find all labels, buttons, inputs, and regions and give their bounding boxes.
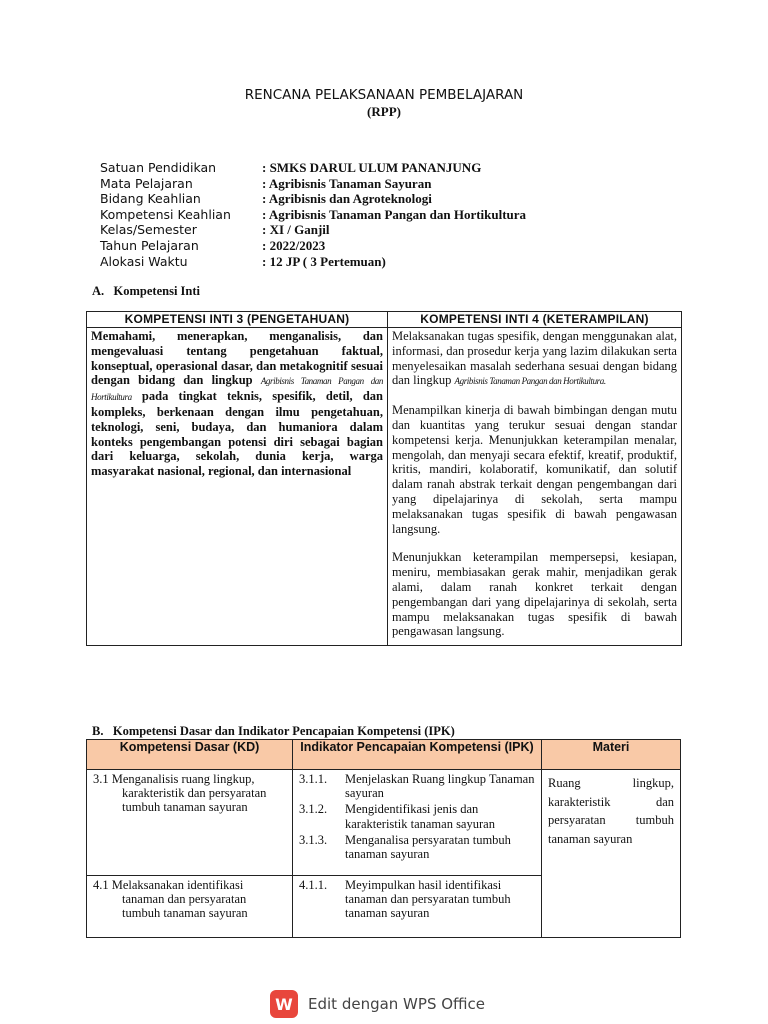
identity-label: Kompetensi Keahlian — [100, 206, 231, 222]
ki4-paragraph: Menampilkan kinerja di bawah bimbingan dengan mutu dan kuantitas yang terukur sesuai dengan standar kompetensi kerja. Menunjukkan keterampilan menalar, mengolah, dan menyaji secara efektif, kreatif, produktif, kritis, mandiri, kolaboratif, komunikatif, dan solutif dalam ranah abstrak terkait dengan pengembangan dari yang dipelajarinya di sekolah, serta mampu melaksanakan tugas spesifik di bawah pengawasan langsung. — [392, 403, 677, 536]
kd-number: 4.1 — [93, 878, 109, 892]
identity-row — [100, 160, 768, 176]
column-header: Kompetensi Dasar (KD) — [87, 740, 293, 770]
identity-value: : Agribisnis dan Agroteknologi — [262, 191, 432, 207]
identity-row — [100, 222, 768, 238]
ipk-number: 3.1.1. — [299, 772, 328, 786]
column-header: KOMPETENSI INTI 4 (KETERAMPILAN) — [388, 312, 682, 328]
identity-row — [100, 238, 768, 254]
identity-value: : 12 JP ( 3 Pertemuan) — [262, 253, 386, 269]
ki3-cell — [87, 328, 388, 646]
table-row — [87, 770, 681, 876]
section-letter: A. — [92, 284, 105, 298]
kd-text: Melaksanakan identifikasi — [111, 878, 244, 892]
ki4-paragraph: Menunjukkan keterampilan mempersepsi, kesiapan, meniru, membiasakan gerak mahir, menjadikan gerak alami, dalam ranah konkret terkait dengan pengembangan dari yang dipelajarinya di sekolah, serta mampu melaksanakan tugas spesifik di bawah pengawasan langsung. — [392, 550, 677, 639]
identity-label: Bidang Keahlian — [100, 191, 201, 207]
kompetensi-inti-table — [86, 311, 682, 646]
ipk-cell — [293, 770, 542, 876]
ipk-cell — [293, 876, 542, 938]
ki4-paragraph — [392, 329, 677, 389]
identity-label: Tahun Pelajaran — [100, 237, 199, 253]
kd-text-continued: tanaman dan persyaratan tumbuh tanaman sayuran — [122, 892, 248, 921]
page-subtitle: (RPP) — [367, 104, 401, 119]
ipk-text: Menganalisa persyaratan tumbuh tanaman sayuran — [345, 832, 511, 862]
materi-cell: Ruang lingkup, karakteristik dan persyaratan tumbuh tanaman sayuran — [542, 770, 681, 938]
ipk-item — [299, 833, 535, 861]
ki4-cell — [388, 328, 682, 646]
column-header: Indikator Pencapaian Kompetensi (IPK) — [293, 740, 542, 770]
wps-office-icon: W — [270, 990, 298, 1018]
table-row — [87, 328, 682, 646]
title-block — [0, 86, 768, 119]
section-a-heading — [92, 284, 200, 299]
kd-text-continued: karakteristik dan persyaratan tumbuh tanaman sayuran — [122, 786, 267, 815]
ki3-text-continued: pada tingkat teknis, spesifik, detil, dan kompleks, berkenaan dengan ilmu pengetahuan, teknologi, seni, budaya, dan humaniora dalam konteks pengembangan potensi diri sebagai bagian dari keluarga, sekolah, dunia kerja, warga masyarakat nasional, regional, dan internasional — [91, 389, 383, 479]
identity-value: : Agribisnis Tanaman Pangan dan Hortikultura — [262, 206, 527, 222]
section-letter: B. — [92, 724, 104, 738]
ipk-item — [299, 878, 535, 921]
ipk-text: Mengidentifikasi jenis dan karakteristik tanaman sayuran — [345, 802, 495, 831]
kompetensi-dasar-table — [86, 739, 681, 938]
table-header-row — [87, 312, 682, 328]
identity-label: Kelas/Semester — [100, 222, 197, 238]
identity-label: Mata Pelajaran — [100, 175, 193, 191]
kd-cell — [87, 770, 293, 876]
edit-with-wps-button[interactable] — [270, 987, 485, 1021]
ipk-text: Menjelaskan Ruang lingkup Tanaman sayuran — [345, 772, 535, 801]
identity-row — [100, 191, 768, 207]
kd-cell — [87, 876, 293, 938]
ipk-item — [299, 802, 535, 830]
kd-first-line — [93, 772, 286, 786]
column-header: Materi — [542, 740, 681, 770]
identity-value: : SMKS DARUL ULUM PANANJUNG — [262, 160, 482, 175]
kd-number: 3.1 — [93, 772, 109, 786]
section-b-heading — [92, 724, 455, 739]
identity-value: : 2022/2023 — [262, 237, 326, 253]
ipk-item — [299, 772, 535, 800]
ki4-italic-text: Agribisnis Tanaman Pangan dan Hortikultura. — [454, 376, 606, 387]
kd-text: Menganalisis ruang lingkup, — [111, 772, 255, 786]
identity-label: Alokasi Waktu — [100, 253, 188, 269]
ki3-italic-text: Agribisnis Tanaman Pangan dan Hortikultura — [91, 376, 383, 403]
ipk-number: 3.1.2. — [299, 802, 328, 817]
ipk-number: 4.1.1. — [299, 878, 328, 892]
table-header-row — [87, 740, 681, 770]
edit-with-wps-label: Edit dengan WPS Office — [308, 995, 486, 1013]
section-title: Kompetensi Dasar dan Indikator Pencapaian Kompetensi (IPK) — [112, 724, 455, 738]
identity-row — [100, 176, 768, 192]
identity-row — [100, 254, 768, 270]
identity-value: : Agribisnis Tanaman Sayuran — [262, 175, 432, 191]
identity-label: Satuan Pendidikan — [100, 160, 217, 175]
ipk-number: 3.1.3. — [299, 832, 328, 847]
column-header: KOMPETENSI INTI 3 (PENGETAHUAN) — [87, 312, 388, 328]
ki3-text: Memahami, menerapkan, menganalisis, dan mengevaluasi tentang pengetahuan faktual, konseptual, operasional dasar, dan metakognitif sesuai dengan bidang dan lingkup — [91, 329, 383, 388]
identity-row — [100, 207, 768, 223]
identity-block — [100, 160, 768, 269]
identity-value: : XI / Ganjil — [262, 222, 330, 238]
section-title: Kompetensi Inti — [113, 284, 200, 298]
ki4-text: Melaksanakan tugas spesifik, dengan menggunakan alat, informasi, dan prosedur kerja yang lazim dilakukan serta menyelesaikan masalah sederhana sesuai dengan bidang dan lingkup — [392, 329, 677, 388]
kd-first-line — [93, 878, 286, 892]
page-title: RENCANA PELAKSANAAN PEMBELAJARAN — [244, 87, 524, 103]
ipk-text: Meyimpulkan hasil identifikasi tanaman dan persyaratan tumbuh tanaman sayuran — [345, 878, 511, 921]
